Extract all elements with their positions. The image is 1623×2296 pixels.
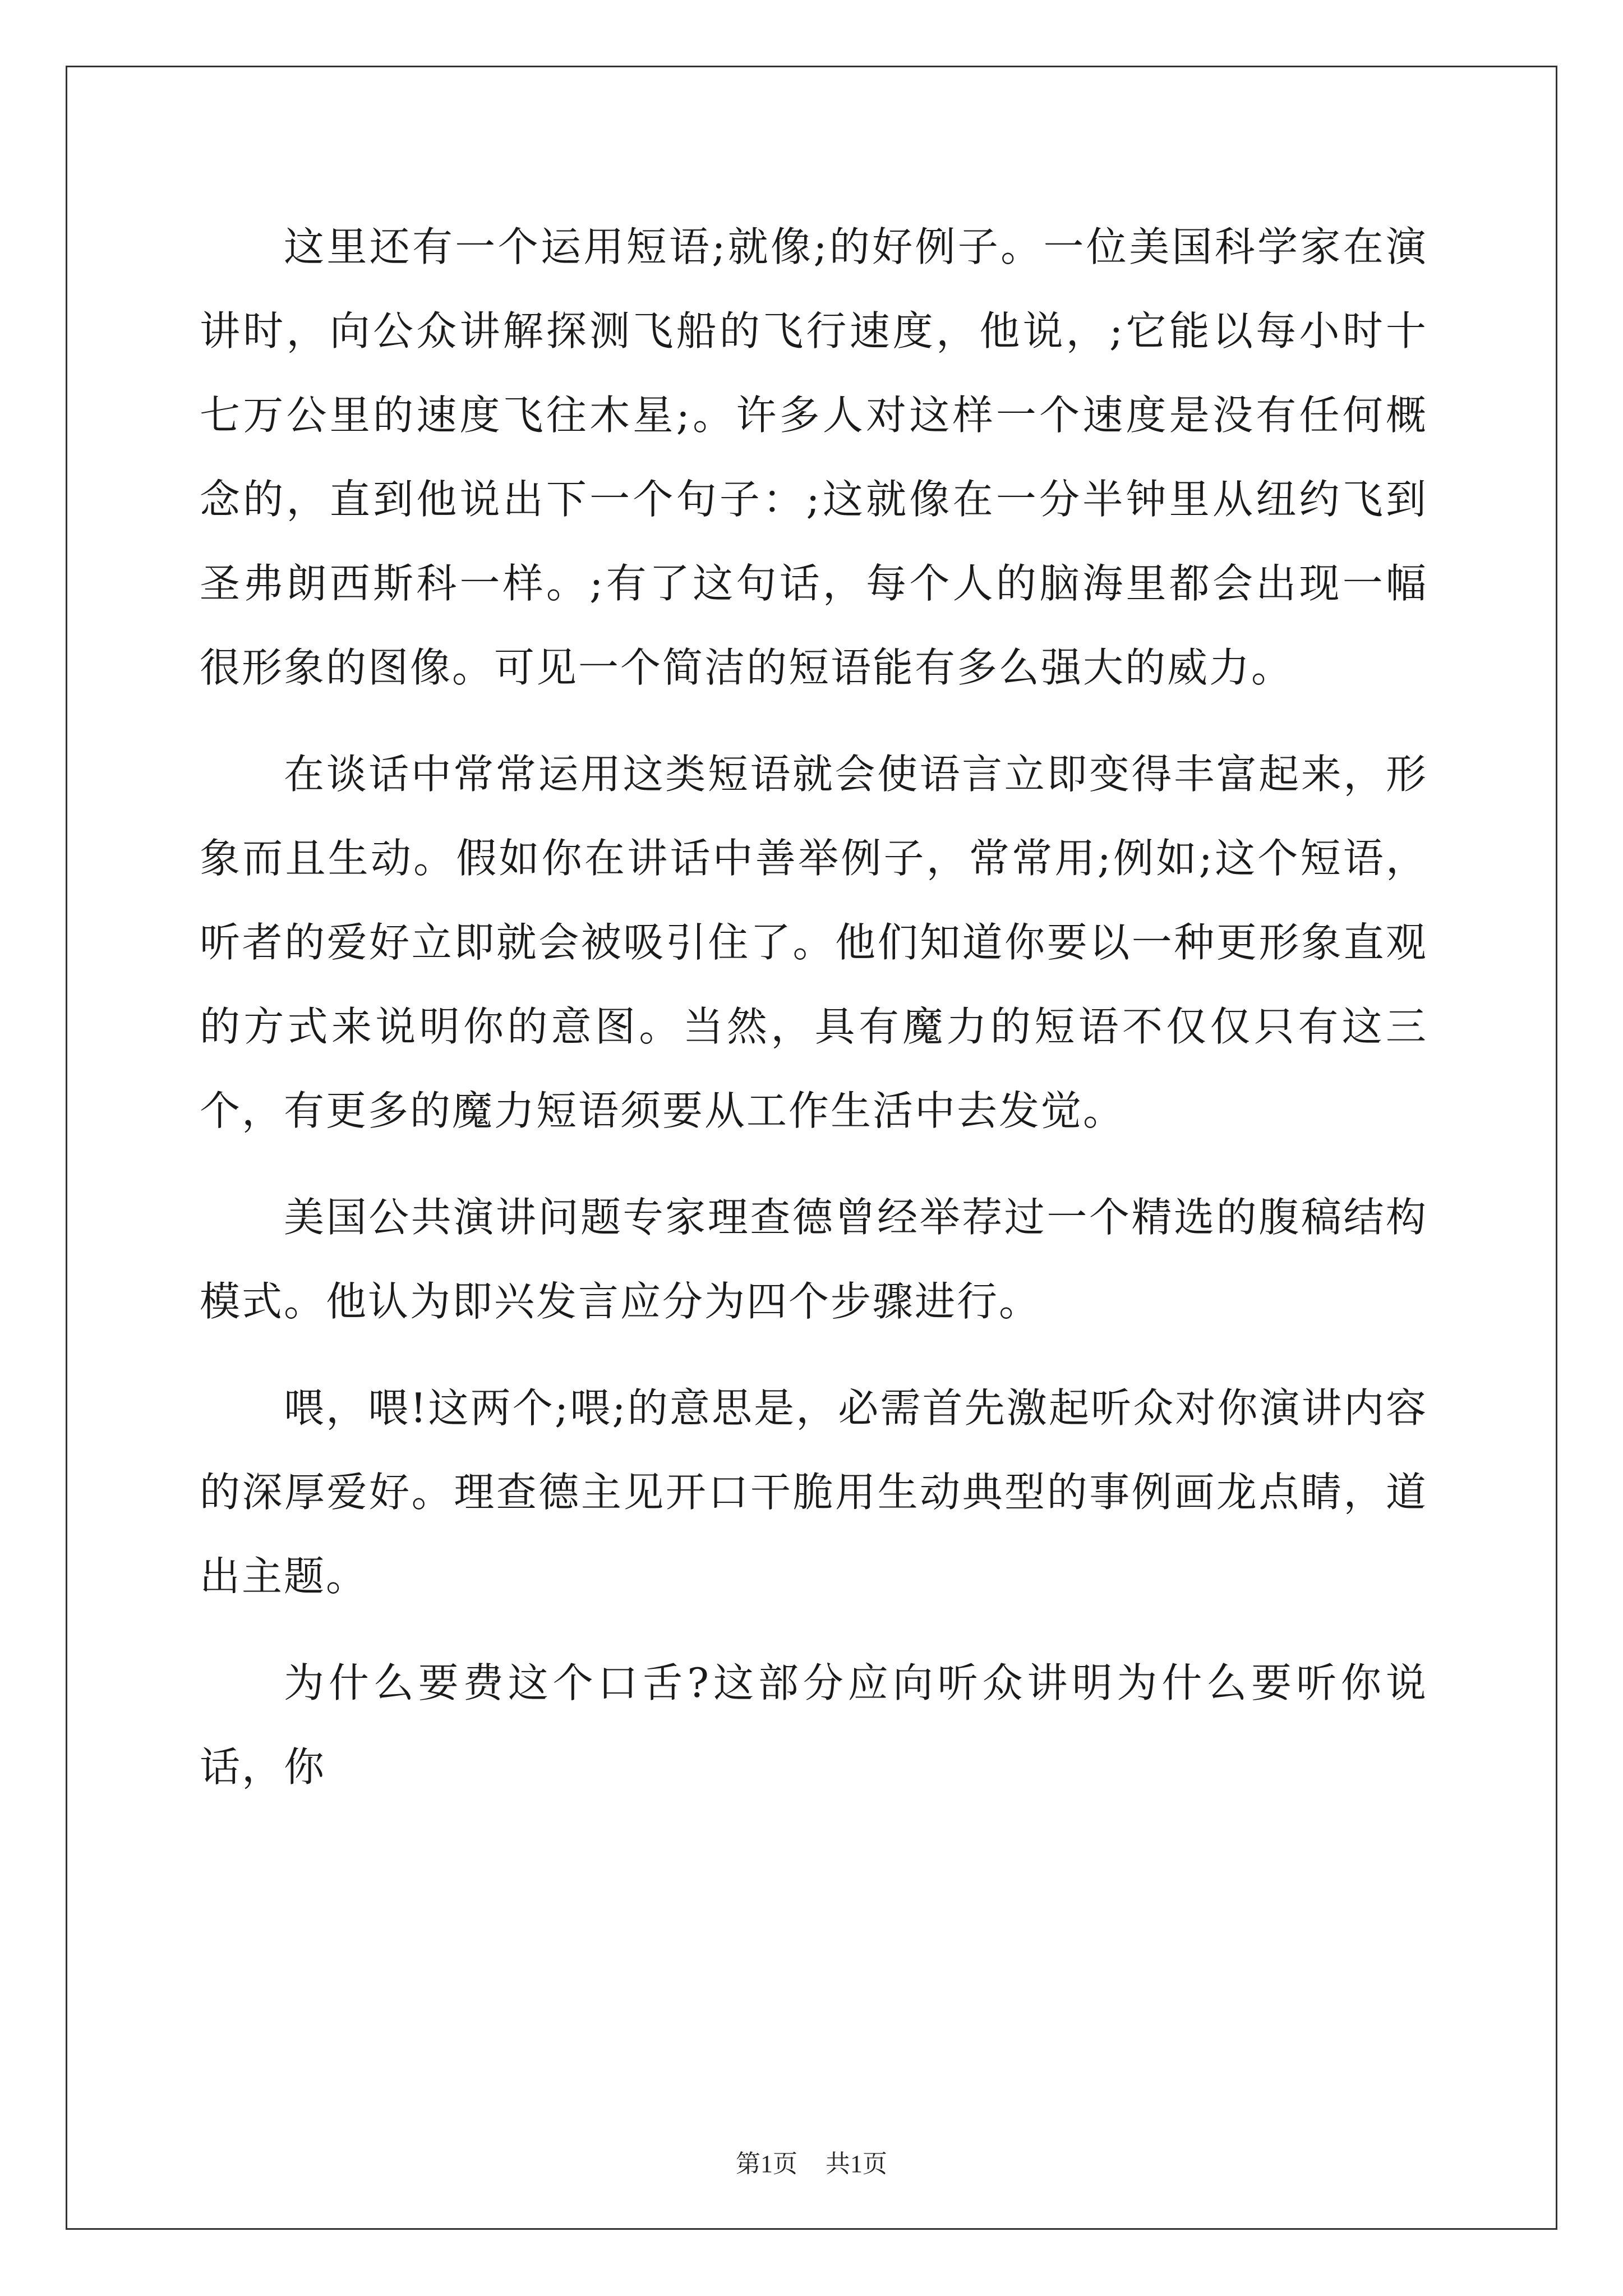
paragraph-5: 为什么要费这个口舌?这部分应向听众讲明为什么要听你说话，你 (200, 1659, 1428, 1791)
page-total: 共1页 (826, 2150, 887, 2178)
paragraph-3: 美国公共演讲问题专家理查德曾经举荐过一个精选的腹稿结构模式。他认为即兴发言应分为四个步骤进行。 (200, 1194, 1428, 1325)
paragraph-1: 这里还有一个运用短语;就像;的好例子。一位美国科学家在演讲时，向公众讲解探测飞船的飞行速度，他说，;它能以每小时十七万公里的速度飞往木星;。许多人对这样一个速度是没有任何概念的，直到他说出下一个句子：;这就像在一分半钟里从纽约飞到圣弗朗西斯科一样。;有了这句话，每个人的脑海里都会出现一幅很形象的图像。可见一个简洁的短语能有多么强大的威力。 (200, 223, 1428, 691)
page-footer (0, 2147, 1623, 2181)
document-body (200, 205, 1428, 1832)
paragraph-4: 喂，喂!这两个;喂;的意思是，必需首先激起听众对你演讲内容的深厚爱好。理查德主见开口干脆用生动典型的事例画龙点睛，道出主题。 (200, 1384, 1428, 1600)
paragraph-2: 在谈话中常常运用这类短语就会使语言立即变得丰富起来，形象而且生动。假如你在讲话中善举例子，常常用;例如;这个短语，听者的爱好立即就会被吸引住了。他们知道你要以一种更形象直观的方式来说明你的意图。当然，具有魔力的短语不仅仅只有这三个，有更多的魔力短语须要从工作生活中去发觉。 (200, 751, 1428, 1134)
page-number: 第1页 (736, 2150, 797, 2178)
